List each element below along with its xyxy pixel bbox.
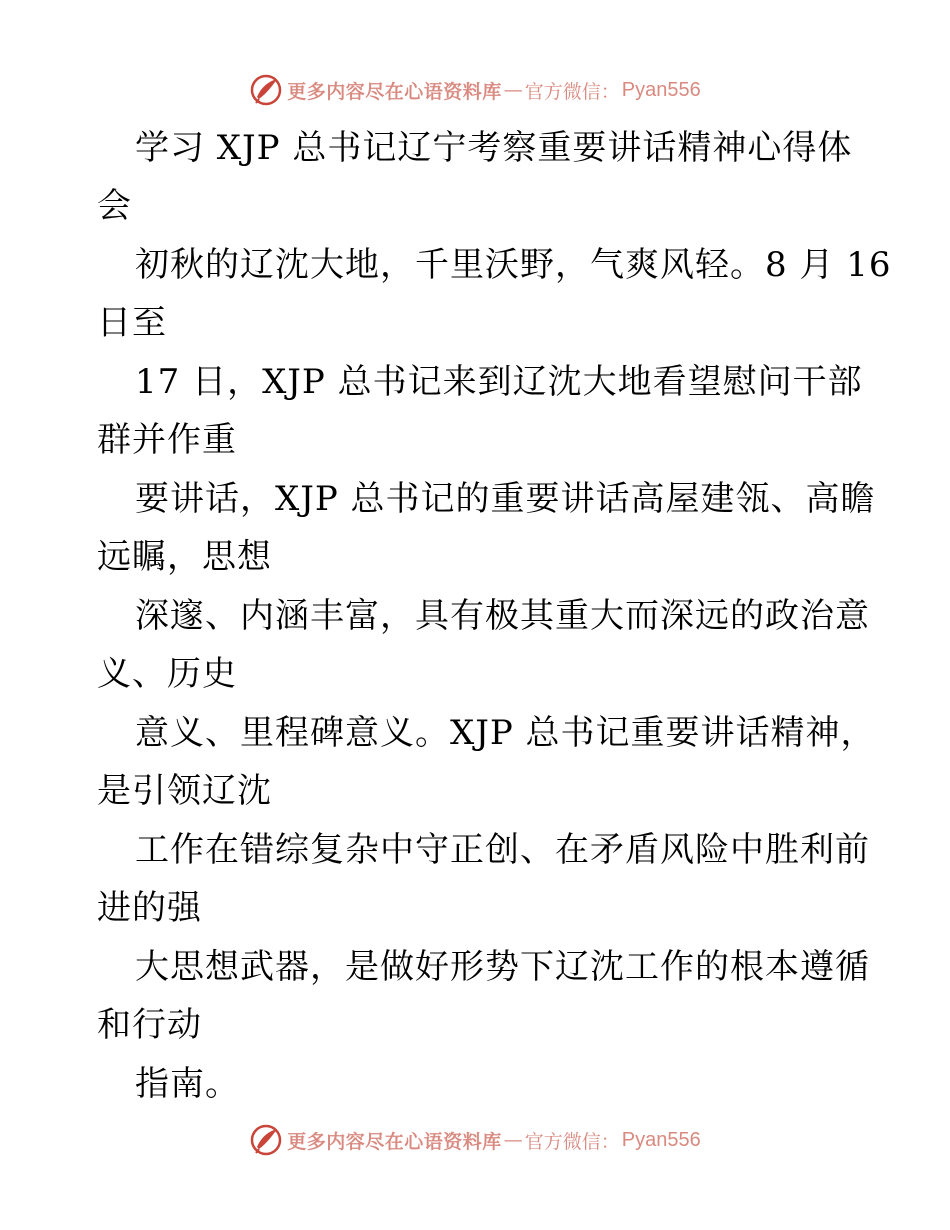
banner-wechat-label: 官方微信：	[524, 1130, 620, 1153]
header-watermark-banner	[0, 70, 950, 110]
banner-main-text: 更多内容尽在心语资料库	[287, 1130, 502, 1153]
banner-main-text: 更多内容尽在心语资料库	[287, 80, 502, 103]
paragraph-line: 义、历史	[97, 654, 237, 694]
paragraph-line: 和行动	[97, 1005, 202, 1045]
paragraph-line: 意义、里程碑意义。XJP 总书记重要讲话精神，	[135, 713, 876, 753]
paragraph-line: 群并作重	[97, 420, 237, 460]
banner-separator: —	[503, 79, 523, 101]
paragraph-line: 进的强	[97, 888, 202, 928]
paragraph-line: 工作在错综复杂中守正创、在矛盾风险中胜利前	[135, 830, 870, 870]
banner-separator: —	[503, 1129, 523, 1151]
doc-title-line-1: 学习 XJP 总书记辽宁考察重要讲话精神心得体	[135, 128, 853, 168]
paragraph-line: 要讲话，XJP 总书记的重要讲话高屋建瓴、高瞻	[135, 479, 876, 519]
pen-logo-icon	[249, 1123, 283, 1157]
paragraph-line: 指南。	[135, 1064, 240, 1104]
banner-wechat-id: Pyan556	[621, 1128, 701, 1151]
paragraph-line: 远瞩，思想	[97, 537, 272, 577]
footer-watermark-banner	[0, 1120, 950, 1160]
paragraph-line: 日至	[97, 303, 167, 343]
paragraph-line: 17 日，XJP 总书记来到辽沈大地看望慰问干部	[135, 362, 863, 402]
pen-logo-icon	[249, 73, 283, 107]
doc-title-line-2: 会	[97, 186, 132, 226]
paragraph-line: 深邃、内涵丰富，具有极其重大而深远的政治意	[135, 596, 870, 636]
paragraph-line: 初秋的辽沈大地，千里沃野，气爽风轻。8 月 16	[135, 245, 892, 285]
paragraph-line: 大思想武器，是做好形势下辽沈工作的根本遵循	[135, 947, 870, 987]
paragraph-line: 是引领辽沈	[97, 771, 272, 811]
banner-wechat-id: Pyan556	[621, 78, 701, 101]
banner-wechat-label: 官方微信：	[524, 80, 620, 103]
